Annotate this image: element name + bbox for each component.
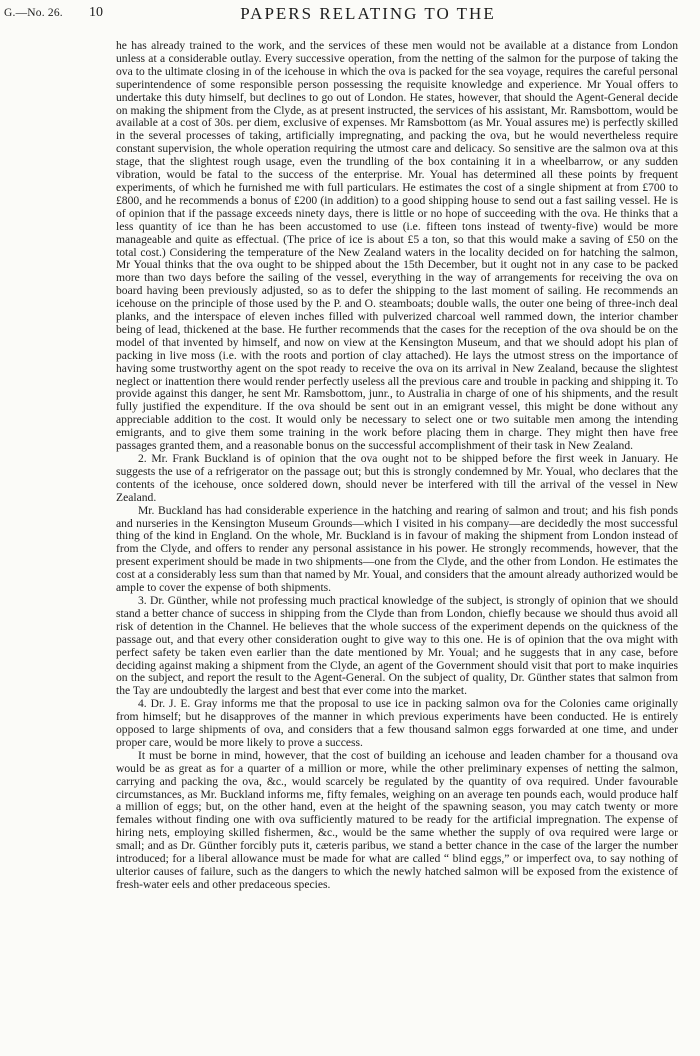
paragraph-gray: 4. Dr. J. E. Gray informs me that the proposal to use ice in packing salmon ova for the Colonies came originally from himself; but he disapproves of the manner in which previous experiments have been conducted. He is entirely opposed to large shipments of ova, and considers that a few thousand salmon eggs forwarded at one time, and under proper care, would be more likely to prove a success.: [116, 697, 678, 749]
paragraph-cost-considerations: It must be borne in mind, however, that the cost of building an icehouse and leaden chamber for a thousand ova would be as great as for a quarter of a million or more, while the other preliminary expenses of netting the salmon, carrying and packing the ova, &c., would scarcely be regulated by the quantity of ova required. Under favourable circumstances, as Mr. Buckland informs me, fifty females, weighing on an average ten pounds each, would produce half a million of eggs; but, on the other hand, even at the height of the spawning season, you may catch twenty or more females without finding one with ova sufficiently matured to be ready for the artificial impregnation. The expense of hiring nets, employing skilled fishermen, &c., would be the same whether the supply of ova required were large or small; and as Dr. Günther forcibly puts it, cæteris paribus, we stand a better chance in the case of the larger the number introduced; for a liberal allowance must be made for what are called “ blind eggs,” or imperfect ova, to say nothing of ulterior causes of failure, such as the dangers to which the newly hatched salmon will be exposed from the existence of fresh-water eels and other predaceous species.: [116, 748, 678, 891]
document-reference: G.—No. 26.: [4, 7, 63, 19]
paragraph-buckland-opinion: 2. Mr. Frank Buckland is of opinion that the ova ought not to be shipped before the first week in January. He suggests the use of a refrigerator on the passage out; but this is strongly condemned by Mr. Youal, who declares that the contents of the icehouse, once soldered down, should never be interfered with till the arrival of the vessel in New Zealand.: [116, 452, 678, 504]
paragraph-gunther: 3. Dr. Günther, while not professing much practical knowledge of the subject, is strongly of opinion that we should stand a better chance of success in shipping from the Clyde than from London, chiefly because we should thus avoid all risk of detention in the Channel. He believes that the whole success of the experiment depends on the quickness of the passage out, and that every other consideration ought to give way to this one. He is of opinion that the ova might with perfect safety be taken even earlier than the date mentioned by Mr. Youal; and he suggests that in any case, before deciding against making a shipment from the Clyde, an agent of the Government should visit that port to make inquiries on the subject, and report the result to the Agent-General. On the subject of quality, Dr. Günther states that salmon from the Tay are undoubtedly the largest and best that ever come into the market.: [116, 593, 678, 698]
paragraph-continuation: he has already trained to the work, and the services of these men would not be available at a distance from London unless at a considerable outlay. Every successive operation, from the netting of the salmon for the purpose of taking the ova to the ultimate closing in of the icehouse in which the ova is packed for the sea voyage, requires the careful personal superintendence of some responsible person possessing the requisite knowledge and experience. Mr Youal offers to undertake this duty himself, but declines to go out of London. He states, however, that should the Agent-General decide on making the shipment from the Clyde, as at present instructed, the services of his assistant, Mr. Ramsbottom, would be available at a cost of 30s. per diem, exclusive of expenses. Mr Ramsbottom (as Mr. Youal assures me) is perfectly skilled in the several processes of taking, artificially impregnating, and packing the ova, but he would nevertheless require constant supervision, the whole operation requiring the utmost care and delicacy. So sensitive are the salmon ova at this stage, that the slightest rough usage, even the trundling of the box containing it in a wheelbarrow, or any sudden vibration, would be fatal to the success of the enterprise. Mr. Youal has determined all these points by frequent experiments, of which he furnished me with full particulars. He estimates the cost of a single shipment at from £700 to £800, and he recommends a bonus of £200 (in addition) to a good shipping house to send out a fast sailing vessel. He is of opinion that if the passage exceeds ninety days, there is little or no hope of succeeding with the ova. He thinks that a less quantity of ice than he has been accustomed to use (i.e. fifteen tons instead of twenty-five) would be more manageable and quite as effectual. (The price of ice is about £5 a ton, so that this would make a saving of £50 on the total cost.) Considering the temperature of the New Zealand waters in the locality decided on for hatching the salmon, Mr Youal thinks that the ova ought to be shipped about the 15th December, but it ought not in any case to be packed more than two days before the sailing of the vessel, everything in the way of arrangements for receiving the ova on board having been previously adjusted, so as to defer the shipping to the last moment of sailing. He recommends an icehouse on the principle of those used by the P. and O. steamboats; double walls, the outer one being of three-inch deal planks, and the interspace of eleven inches filled with pulverized charcoal well rammed down, the interior chamber being of lead, thickened at the base. He further recommends that the cases for the reception of the ova should be on the model of that invented by himself, and now on view at the Kensington Museum, and that we should adopt his plan of packing in live moss (i.e. with the roots and portion of clay attached). He lays the utmost stress on the importance of having some trustworthy agent on the spot ready to receive the ova on its arrival in New Zealand, because the slightest neglect or inattention there would render perfectly useless all the previous care and trouble in packing and shipping it. To provide against this danger, he sent Mr. Ramsbottom, junr., to Australia in charge of one of his shipments, and the result fully justified the expenditure. If the ova should be sent out in an emigrant vessel, this might be done without any appreciable addition to the cost. It would only be necessary to select one or two suitable men among the intending emigrants, and to give them some training in the work before placing them in charge. They might then have free passages granted them, and a reasonable bonus on the successful accomplishment of their task in New Zealand.: [116, 39, 678, 453]
body-text: [116, 40, 678, 892]
paragraph-buckland-experience: Mr. Buckland has had considerable experience in the hatching and rearing of salmon and trout; and his fish ponds and nurseries in the Kensington Museum Grounds—which I visited in his company—are decidedly the most successful thing of the kind in England. On the whole, Mr. Buckland is in favour of making the shipment from London instead of from the Clyde, and offers to render any personal assistance in his power. He strongly recommends, however, that the present experiment should be made in two shipments—one from the Clyde, and the other from London. He estimates the cost at a considerably less sum than that named by Mr. Youal, and considers that the amount already authorized would be ample to cover the expense of both shipments.: [116, 503, 678, 595]
page-number: 10: [89, 5, 103, 20]
page-title: PAPERS RELATING TO THE: [240, 4, 496, 23]
page-header: [4, 4, 692, 26]
